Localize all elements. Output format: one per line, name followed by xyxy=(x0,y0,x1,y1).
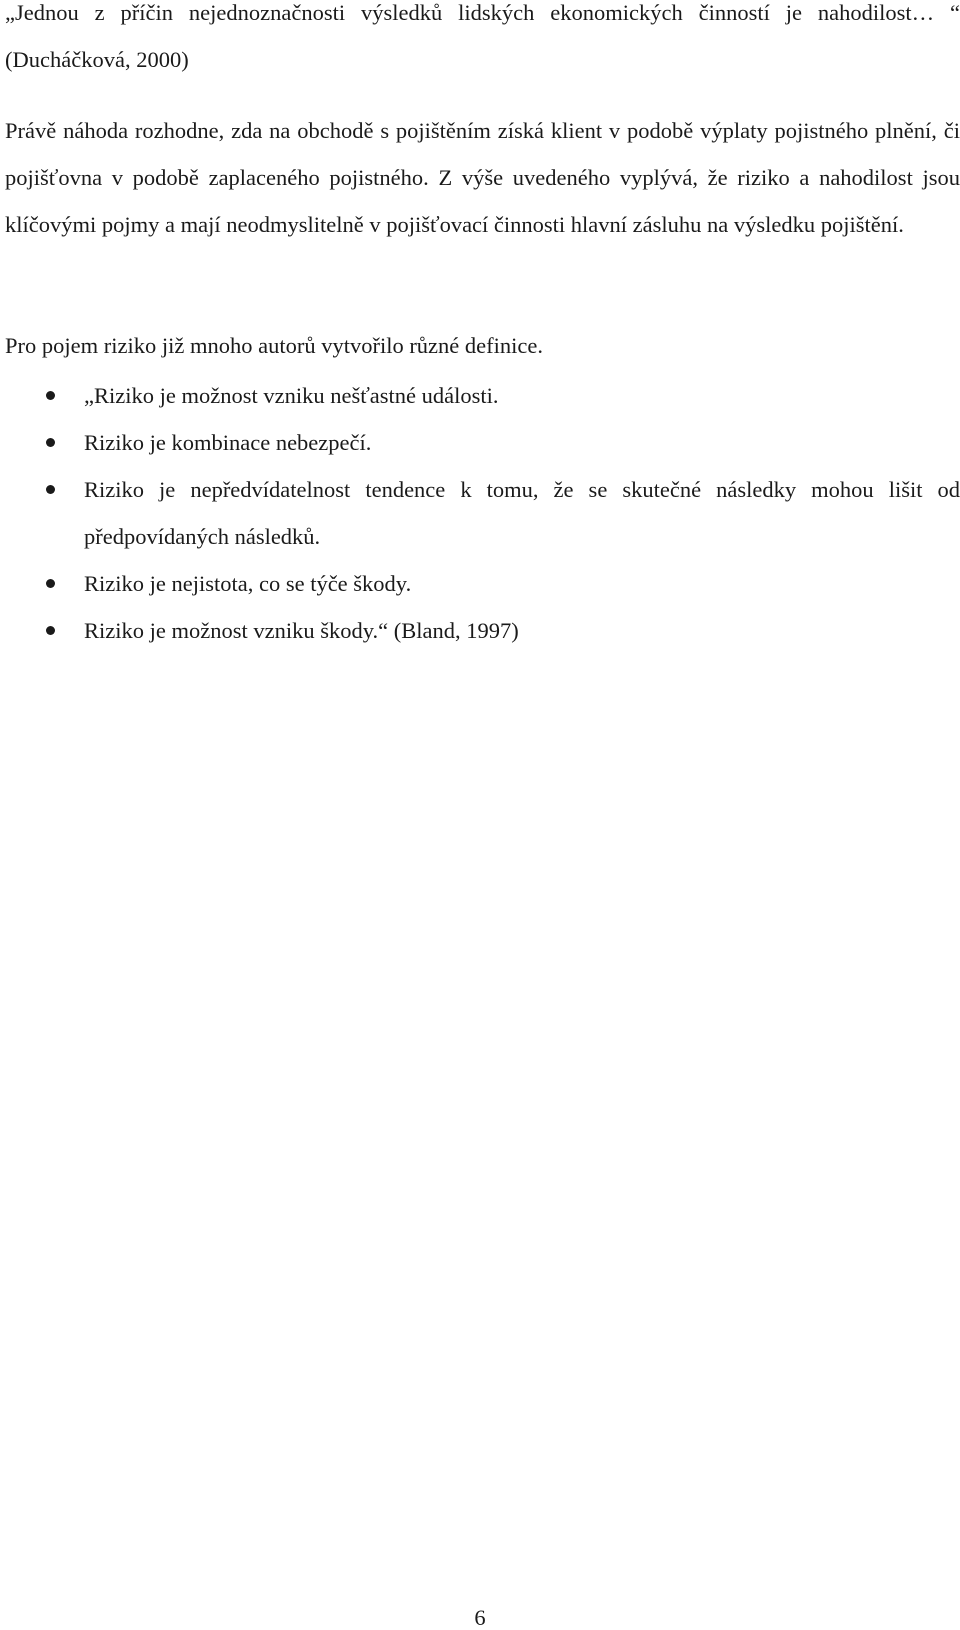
list-item xyxy=(5,419,960,466)
list-item xyxy=(5,372,960,419)
bullet-icon xyxy=(46,485,55,494)
bullet-icon xyxy=(46,626,55,635)
quote-paragraph: „Jednou z příčin nejednoznačnosti výsledků lidských ekonomických činností je nahodilost… “ (Ducháčková, 2000) xyxy=(5,0,960,72)
list-item xyxy=(5,466,960,560)
list-item-text: Riziko je nepředvídatelnost tendence k tomu, že se skutečné následky mohou lišit od předpovídaných následků. xyxy=(84,477,960,549)
list-item-text: „Riziko je možnost vzniku nešťastné události. xyxy=(84,383,499,408)
list-item-text: Riziko je kombinace nebezpečí. xyxy=(84,430,372,455)
page-number: 6 xyxy=(474,1605,486,1630)
list-item-text: Riziko je nejistota, co se týče škody. xyxy=(84,571,412,596)
risk-definitions-list xyxy=(5,372,960,654)
definitions-intro-paragraph: Pro pojem riziko již mnoho autorů vytvořilo různé definice. xyxy=(5,333,543,358)
bullet-icon xyxy=(46,438,55,447)
list-item xyxy=(5,560,960,607)
list-item-text: Riziko je možnost vzniku škody.“ (Bland, 1997) xyxy=(84,618,519,643)
list-item xyxy=(5,607,960,654)
bullet-icon xyxy=(46,391,55,400)
body-paragraph: Právě náhoda rozhodne, zda na obchodě s pojištěním získá klient v podobě výplaty pojistného plnění, či pojišťovna v podobě zaplaceného pojistného. Z výše uvedeného vyplývá, že riziko a nahodilost jsou klíčovými pojmy a mají neodmyslitelně v pojišťovací činnosti hlavní zásluhu na výsledku pojištění. xyxy=(5,118,960,237)
bullet-icon xyxy=(46,579,55,588)
